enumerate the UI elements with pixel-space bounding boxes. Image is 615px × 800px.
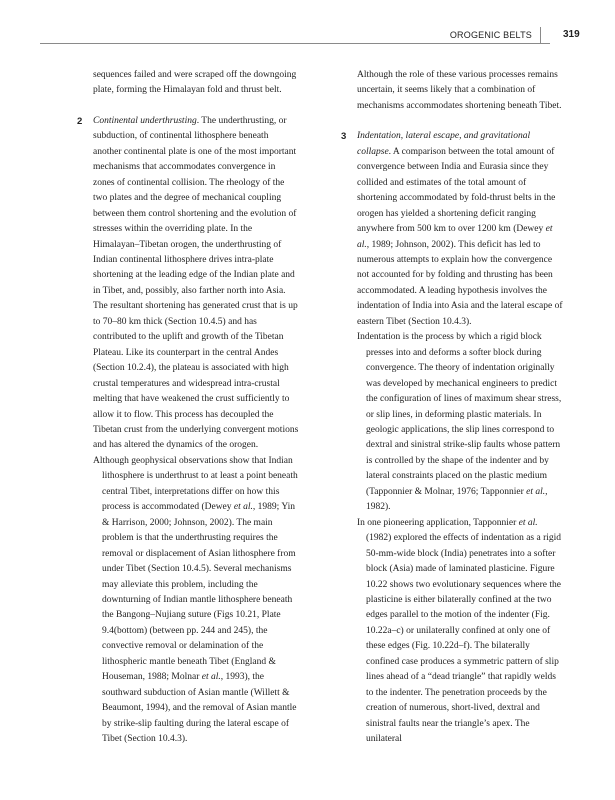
page-number: 319 [563, 29, 580, 40]
paragraph: In one pioneering application, Tapponnier et al. (1982) explored the effects of indentation as a rigid 50-mm-wide block (India) penetrates into a softer block (Asia) made of laminated plasticine. Figure 10.22 shows two evolutionary sequences where the plasticine is either bilaterally confined at the two edges parallel to the motion of the indenter (Fig. 10.22a–c) or unilaterally confined at only one of these edges (Fig. 10.22d–f). The bilaterally confined case produces a symmetric pattern of slip lines ahead of a “dead triangle” that rapidly welds to the indenter. The penetration proceeds by the creation of numerous, short-lived, dextral and sinistral faults near the triangle’s apex. The unilateral [357, 517, 562, 745]
list-item-number: 3 [341, 131, 347, 143]
list-item-body: . The underthrusting, or subduction, of continental lithosphere beneath another continental plate is one of the most important mechanisms that accommodates convergence in zones of continental collision. The rheology of the two plates and the degree of mechanical coupling between them control shortening and the evolution of stresses within the overriding plate. In the Himalayan–Tibetan orogen, the underthrusting of Indian continental lithosphere drives intra-plate shortening at the leading edge of the Indian plate and in Tibet, and, possibly, also farther north into Asia. The resultant shortening has generated crust that is up to 70–80 km thick (Section 10.4.5) and has contributed to the uplift and growth of the Tibetan Plateau. Like its counterpart in the central Andes (Section 10.2.4), the plateau is associated with high crustal temperatures and widespread intra-crustal melting that have weakened the crust sufficiently to allow it to flow. This process has decoupled the Tibetan crust from the underlying convergent motions and has altered the dynamics of the orogen. [93, 115, 299, 451]
paragraph: Although geophysical observations show that Indian lithosphere is underthrust to at least a point beneath central Tibet, interpretations differ on how this process is accommodated (Dewey et al., 1989; Yin & Harrison, 2000; Johnson, 2002). The main problem is that the underthrusting requires the removal or displacement of Asian lithosphere from under Tibet (Section 10.4.5). Several mechanisms may alleviate this problem, including the downturning of Indian mantle lithosphere beneath the Bangong–Nujiang suture (Figs 10.21, Plate 9.4(bottom) (between pp. 244 and 245), the convective removal or delamination of the lithospheric mantle beneath Tibet (England & Houseman, 1988; Molnar et al., 1993), the southward subduction of Asian mantle (Willett & Beaumont, 1994), and the removal of Asian mantle by strike-slip faulting during the lateral escape of Tibet (Section 10.4.3). [93, 455, 298, 745]
list-item-title: Indentation, lateral escape, and gravitational collapse [357, 131, 531, 157]
running-head: OROGENIC BELTS [449, 30, 532, 40]
continuation-paragraph: sequences failed and were scraped off the downgoing plate, forming the Himalayan fold and thrust belt. [93, 70, 297, 96]
header-separator [540, 27, 541, 44]
paragraph: Indentation is the process by which a rigid block presses into and deforms a softer block during convergence. The theory of indentation originally was developed by mechanical engineers to predict the configuration of lines of maximum shear stress, or slip lines, in deforming plastic materials. In geologic applications, the slip lines correspond to dextral and sinistral strike-slip faults whose pattern is controlled by the shape of the indenter and by lateral constraints placed on the plastic medium (Tapponnier & Molnar, 1976; Tapponnier et al., 1982). [357, 332, 562, 513]
list-item-title: Continental underthrusting [93, 115, 197, 126]
right-column [341, 68, 565, 747]
header-rule [40, 43, 550, 44]
continuation-paragraph: Although the role of these various processes remains uncertain, it seems likely that a combination of mechanisms accommodates shortening beneath Tibet. [357, 70, 562, 111]
left-column [77, 68, 299, 747]
list-item-continental-underthrusting [77, 114, 299, 454]
list-item-indentation: 3 Indentation, lateral escape, and gravitational collapse. A comparison between the total amount of convergence between India and Eurasia since they collided and estimates of the total amount of shortening accommodated by fold-thrust belts in the orogen has yielded a shortening deficit ranging anywhere from 500 km to over 1200 km (Dewey et al., 1989; Johnson, 2002). This deficit has led to numerous attempts to explain how the convergence not accounted for by folding and thrusting has been accommodated. A leading hypothesis involves the indentation of India into Asia and the lateral escape of eastern Tibet (Section 10.4.3). [341, 131, 563, 327]
list-item-number: 2 [77, 115, 83, 127]
